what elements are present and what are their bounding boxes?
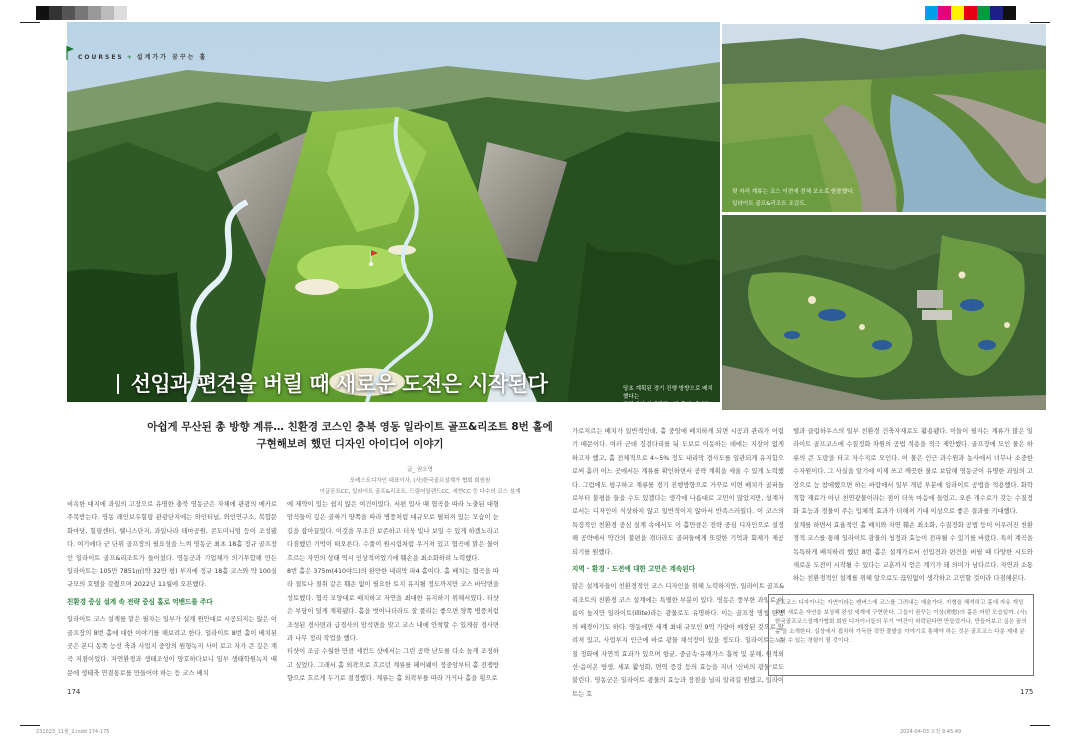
crop-mark (1030, 22, 1050, 23)
author-credits (270, 465, 570, 498)
body-column-2 (287, 498, 499, 688)
section-separator: + (126, 54, 134, 61)
crop-mark (1030, 725, 1050, 726)
page-number-left: 174 (67, 688, 81, 696)
aerial-plan-map (722, 215, 1046, 410)
byline: 글_ 권오영 (407, 467, 433, 473)
photo-caption-1: 뒷 자리 계류는 코스 이전에 전체 포소로 한몰했다. (732, 189, 855, 195)
article-subtitle (110, 419, 590, 453)
section-heading: 친환경 중심 설계 속 전략 중심 홀로 억밴드를 주다 (67, 597, 213, 606)
page-number-right: 175 (1020, 688, 1034, 696)
registration-bar-left (36, 6, 127, 20)
footer-slug-left: 231023_11월_2.indd 174-175 (36, 729, 110, 735)
hero-caption: 당초 계획된 경기 진행 방향으로 배치했다는 관점에서 설계했던 8번 홀의 개념도. (623, 386, 713, 408)
hero-rendering-8th-hole (67, 22, 720, 402)
body-column-3 (572, 425, 784, 698)
paragraph: 일라이트 코스 설계를 맡은 필자는 일부가 설계 원안대로 시공되지는 않은 이 골프장의 8번 홀에 대한 이야기를 해보려고 한다. 일라이트 8번 홀이 배치된 곳은 본디 동쪽 능선 축과 사업지 중앙의 원형녹지 사이 로고 자가 큰 깊은 계곡 지점이었다. 자연환경과 생태조성이 양호하다보니 일부 생태학원녹지 때문에 생태축 연결통로를 만들어야 하는 등 코스 배치 (67, 616, 277, 677)
subtitle-line-1: 아쉽게 무산된 총 방향 계류… 친환경 코스인 충북 영동 일라이트 골프&리조트 8번 홀에 (147, 421, 553, 433)
section-subtitle: 설계가가 꿈꾸는 홀 (136, 54, 208, 61)
article-title-text: 선입과 편견을 버릴 때 새로운 도전은 시작된다 (130, 372, 548, 396)
paragraph: 에 제약이 있는 쉽지 않은 여건이었다. 서편 입사 때 협곡을 따라 노출된 대형 암석들이 깊은 골짜기 양쪽을 따라 병풍처럼 대규모로 펼쳐져 있는 모습이 눈길을 잡아끌었다. 이것을 무조건 보존하고 더욱 빛나 보일 수 있게 하겠노라고 다짐했던 기억이 떠오른다. 수풀이 원시림처럼 우거져 있고 협곡에 맑은 물이 흐르는 자연의 상태 역시 인상적이었기에 훼손을 최소화하려 노력했다. (287, 501, 499, 562)
crop-mark (20, 22, 40, 23)
credit-line-1: 포레스트디자인 대표이사, (사)한국골프설계가 협회 회원원 (349, 478, 491, 484)
series-note-box (768, 594, 1034, 676)
section-label: COURSES (78, 54, 124, 61)
paragraph: 설계를 하면서 효율적인 홀 배치와 자연 훼손 최소화, 수질정화 공법 등이 어우러진 친환경적 코스를 통해 일라이트 광물의 청정과 효능이 전파될 수 있기를 바랐다. 특히 계곡을 독특하게 배치하려 했던 8번 홀은 설계가로서 선입견과 편견을 버릴 때 다양한 시도와 새로운 도전이 시작될 수 있다는 교훈까지 얻은 계기가 돼 의미가 남다르다. 자연과 소통하는 친환경적인 설계를 위해 앞으로도 끊임없이 생각하고 고민할 것이라 다짐해본다. (793, 521, 1033, 583)
crop-mark (20, 725, 40, 726)
series-note-text: 골프코스 디자이너는 자연이라는 캔버스에 코스를 그려내는 예술가다. 지형을 해석하고 홀에 자유 개성하며 새로운 자연을 보상해 완성 세계에 구현한다. 그들이 꿈꾸는 이상(理想)의 홀은 어떤 모습일까. (사)한국골프코스설계가협회 회원 디자이너들의 무기 '여건이 허락된다면 만들었거나, 만들어보고 싶은 꿈의 홀'을 소개한다. 실상에서 접차하 가득한 것만 풀밭을 이야기로 통해야 하는 것은 골프코스 다룬 제대 분노할 수 있는 경험이 될 것이다. (775, 600, 1027, 644)
paragraph: 비옥한 대지에 과일의 고장으로 유명한 충북 영동군은 자체에 관광의 메카로 주목받는다. 영동 레인보우힐링 관광단지에는 와인터널, 와인연구소, 복합문화마당, 힐링센터, 웰니스단지, 과일나라 테마공원, 콘도미니엄 등이 조성됐다. 여기에다 군 단위 골프장의 필요성을 느껴 영동군 최초 18홀 정규 골프장인 일라이트 골프&리조트가 들어섰다. 영동군과 기업체가 의기투합해 만든 일라이트는 105만 7851㎡(약 32만 평) 부지에 정규 18홀 코스와 약 100실 규모의 호텔을 갖췄으며 2022년 11월에 오픈했다. (67, 501, 277, 589)
section-heading: 지역 · 환경 · 도전에 대한 고민은 계속된다 (572, 565, 695, 574)
paragraph: 티샷이 조금 수월한 만큼 세컨드 샷에서는 그린 공략 난도를 다소 높게 조정하고 싶었다. 그래서 홀 외곽으로 흐르던 계류를 페어웨이 정중앙부터 홀 전쟁방향으로 흐르게 두기로 결정했다. 계류는 홀 외곽부를 따라 가거나 홀을 횡으로 (287, 648, 499, 683)
subtitle-line-2: 구현해보려 했던 디자인 아이디어 이야기 (256, 438, 444, 450)
credit-line-2: 이글몬트CC, 일라이트 골프&리조트, 드림어일랜드CC, 세현CC 등 다수의 코스 설계 (319, 489, 521, 495)
section-header (78, 52, 207, 61)
paragraph: 가로지르는 배치가 일반적인데, 홀 중앙에 배치하게 되면 시공과 관리가 어렵기 때문이다. 여러 군데 징검다리를 둬 도보로 이동하는 데에는 지장이 없게 하고자 했고, 홀 전체적으로 4~5% 정도 내리막 경사도를 일관되게 유지함으로써 흘러 어느 곳에서든 계류를 확인하면서 공략 계획을 세울 수 있게 노력했다. 그럼에도 평구하고 계류를 경기 진행방향으로 거꾸로 이면 배치가 골퍼들로부터 불평을 들을 수도 있겠다는 생각에 나름대로 고민이 많았지만, 설계자로서는 디자인이 식상하지 않고 일반적이지 않아서 반족스러웠다. 이 코스의 특징적인 친환경 중심 설계 속에서도 이 홀만큼은 전략 중심 디자인으로 설정해 공략에서 약간의 불편을 겪더라도 골퍼들에게 또렷한 기억과 회제가 제공되기를 원했다. (572, 428, 784, 556)
paragraph: 텔과 클럽하우스의 일부 친환경 건축자재로도 활용됐다. 이들이 필자는 계류가 많은 일라이트 골프코스에 수질정화 차원의 공법 적용을 적극 제안했다. 골프장에 모인 물은 하류의 큰 도랑을 타고 자수지로 모인다. 이 물은 인근 과수원과 농사에서 너무나 소중한 수자원이다. 그 사실을 알기에 이제 쓰고 깨끗한 물로 보답해 영동군이 유명한 과일의 고장으로 능 참에했으면 하는 바람에서 일부 개념 부분에 일라이트 공법을 적용했다. 화학 적합 재료가 아닌 천연광물이라는 점이 더욱 마음에 들었고, 오른 개수로가 갖는 수질정화 효능과 경물이 주는 입체적 효과가 더해져 기대 이상으로 좋은 결과를 기대했다. (793, 428, 1033, 516)
registration-bar-right (925, 6, 1016, 20)
body-column-4 (793, 425, 1033, 587)
golf-flag-icon (66, 46, 74, 60)
paragraph: 많은 설계자들이 친환경적인 코스 디자인을 위해 노력하지만, 일라이트 골프&리조트의 친환경 코스 설계에는 특별한 부분이 있다. 영동은 풍부한 과일로 이름이 높지만 일라이트(illite)라는 광물로도 유명하다. 이는 골프장 명칭 탄생의 배경이기도 하다. 영동에만 세계 최대 규모인 9억 가량이 매장된 것으로 알려져 있고, 사업부지 인근에 바로 광물 채석장이 있을 정도다. 일라이트는 수질 정화에 자연적 효과가 있으며 항균, 중금속·유해가스 흡착 및 분해, 원적외선·음이온 방생, 세포 활성화, 면역 증강 등의 효능을 지녀 '신비의 광물'로도 불린다. 영동군은 일라이트 광물의 효능과 장점을 널리 알리길 원했고, 일라이트는 호 (572, 583, 784, 698)
article-title (67, 368, 597, 398)
paragraph: 8번 홀은 375m(410야드)의 완만한 내리막 파4 홀이다. 홀 배치는 협곡을 따라 절토나 절취 같은 훼손 없이 필요한 토지 유지될 정도까지만 코스 바닥면을 성토했다. 협곡 모양대로 배치하고 자연을 최대한 유지하기 위해서였다. 티샷은 부담이 덜게 계획됐다. 홀을 벗어나더라도 잘 풀리는 좋으면 양쪽 병풍처럼 조성된 경사면과 급경사의 암석면을 맞고 코스 내에 안착할 수 있게끔 경사면과 나무 정리 작업을 했다. (287, 568, 499, 643)
footer-slug-right: 2024-04-03 오전 9:45:49 (900, 729, 962, 735)
body-column-1 (67, 498, 277, 688)
photo-caption-2: 일라이트 골프&리조트 조감도. (732, 201, 807, 207)
title-bar (117, 374, 119, 394)
stream-photo (722, 24, 1046, 212)
